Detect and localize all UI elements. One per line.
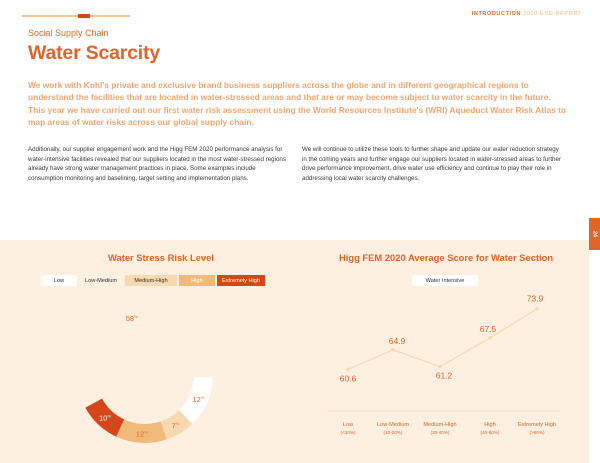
x-tick-sublabel: (10-20%) <box>383 430 403 435</box>
line-series-path <box>348 309 537 370</box>
donut-chart-title: Water Stress Risk Level <box>108 252 214 263</box>
legend-item: Medium-High <box>125 275 177 286</box>
body-paragraph-left: Additionally, our supplier engagement work and the Higg FEM 2020 performance analysis for water-intensive facilities revealed that our suppliers located in the most water-stressed regions already have strong water management practices in place. Some examples include consumption monitoring and baselining, target setting and implementation plans. <box>28 146 286 182</box>
line-point <box>438 365 442 369</box>
donut-slice-label: 12% <box>135 429 148 439</box>
legend-item: Low-Medium <box>79 275 123 286</box>
x-tick-label: Extremely High <box>518 422 556 428</box>
line-chart-title: Higg FEM 2020 Average Score for Water Section <box>339 252 554 263</box>
x-tick-label: Low <box>342 422 354 428</box>
page-title: Water Scarcity <box>28 42 160 64</box>
x-tick-sublabel: (<10%) <box>340 430 356 435</box>
x-tick-sublabel: (40-80%) <box>480 430 500 435</box>
line-data-label: 73.9 <box>526 293 544 304</box>
x-tick-sublabel: (20-40%) <box>430 430 450 435</box>
donut-slice-label: 7% <box>171 420 180 430</box>
legend-item: High <box>179 275 215 286</box>
x-tick-label: Low-Medium <box>376 422 410 428</box>
line-series-badge: Water Intensive <box>412 275 478 286</box>
line-data-label: 64.9 <box>388 335 406 346</box>
line-point <box>535 307 539 311</box>
legend-item: Extremely High <box>217 275 265 286</box>
line-point <box>391 348 395 352</box>
donut-slice-label: 12% <box>192 394 205 404</box>
intro-paragraph: We work with Kohl's private and exclusive brand business suppliers across the globe and in different geographical regions to understand the facilities that are located in water-stressed areas and that are or may become subject to water scarcity in the future. This year we have carried out our first water risk assessment using the World Resources Institute's (WRI) Aqueduct Water Risk Atlas to map areas of water risks across our global supply chain. <box>28 80 566 128</box>
line-data-label: 67.5 <box>479 323 497 334</box>
section-title: Social Supply Chain <box>28 28 109 38</box>
donut-slice-label: 10% <box>99 413 111 423</box>
x-tick-label: High <box>484 422 496 428</box>
line-point <box>488 336 492 340</box>
legend-item: Low <box>41 275 77 286</box>
report-header-name: 2020 ESG REPORT <box>523 11 582 17</box>
line-point <box>346 368 350 372</box>
line-data-label: 61.2 <box>435 370 453 381</box>
page-number: 24 <box>591 230 598 238</box>
x-tick-label: Medium-High <box>423 422 457 428</box>
body-paragraph-right: We will continue to utilize these tools to further shape and update our water reduction strategy in the coming years and further engage our suppliers located in water-stressed areas to further drive performance improvement, drive water use efficiency and continue to play their role in addressing local water scarcity challenges. <box>302 146 561 182</box>
x-tick-sublabel: (>80%) <box>529 430 545 435</box>
donut-slice-label: 58% <box>125 314 138 324</box>
report-header-section: INTRODUCTION <box>471 11 522 17</box>
line-data-label: 60.6 <box>339 373 357 384</box>
